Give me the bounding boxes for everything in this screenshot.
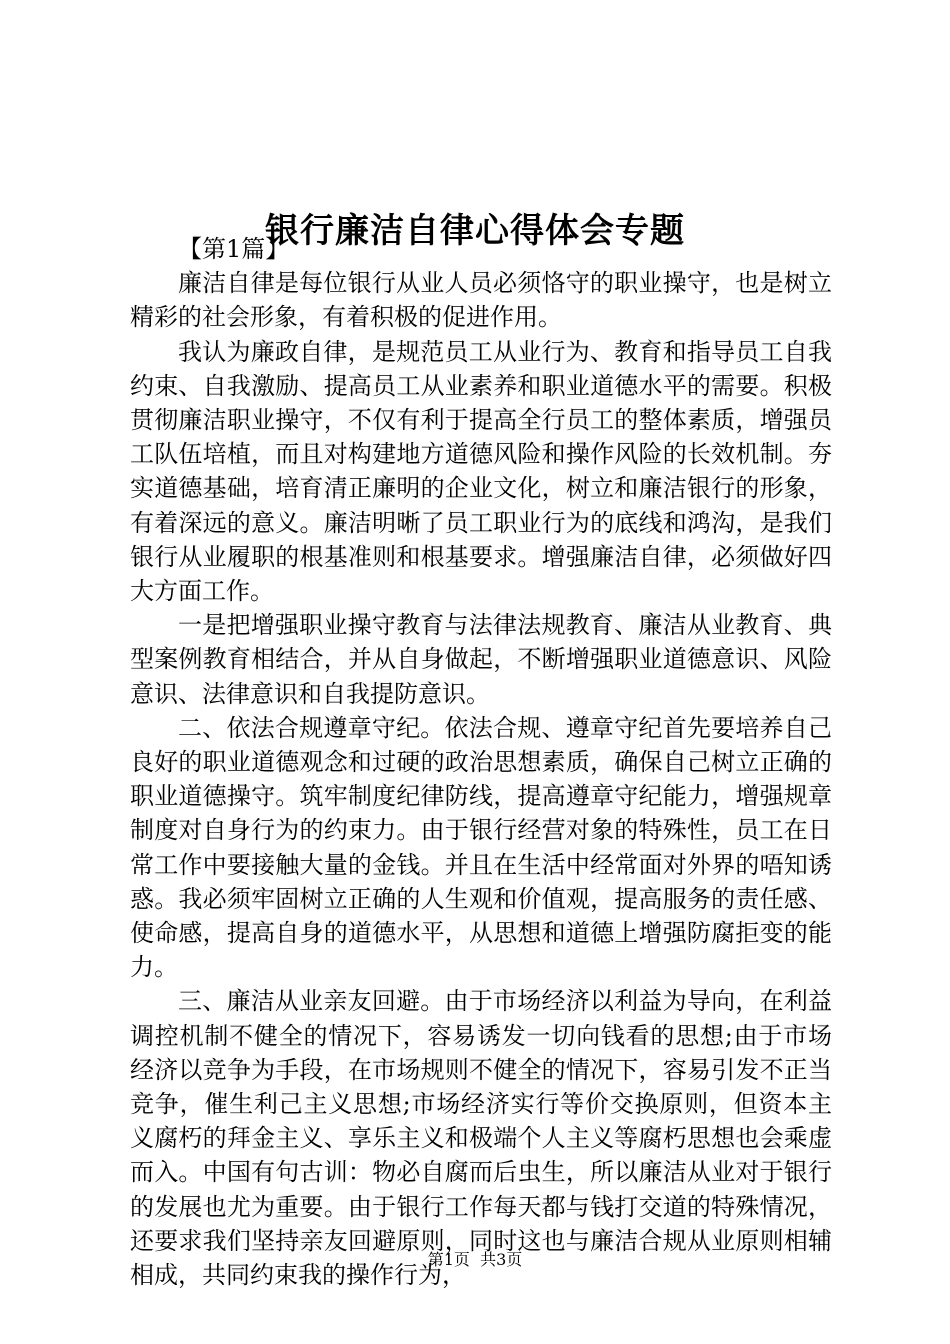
paragraph-5: 三、廉洁从业亲友回避。由于市场经济以利益为导向，在利益调控机制不健全的情况下，容易诱发一切向钱看的思想;由于市场经济以竞争为手段，在市场规则不健全的情况下，容易引发不正当竞争，催生利己主义思想;市场经济实行等价交换原则，但资本主义腐朽的拜金主义、享乐主义和极端个人主义等腐朽思想也会乘虚而入。中国有句古训：物必自腐而后虫生，所以廉洁从业对于银行的发展也尤为重要。由于银行工作每天都与钱打交道的特殊情况，还要求我们坚持亲友回避原则，同时这也与廉洁合规从业原则相辅相成，共同约束我的操作行为， — [130, 987, 832, 1290]
page-footer: 第1页 共3页 — [427, 1250, 523, 1269]
paragraph-2: 我认为廉政自律，是规范员工从业行为、教育和指导员工自我约束、自我激励、提高员工从业素养和职业道德水平的需要。积极贯彻廉洁职业操守，不仅有利于提高全行员工的整体素质，增强员工队伍培植，而且对构建地方道德风险和操作风险的长效机制。夯实道德基础，培育清正廉明的企业文化，树立和廉洁银行的形象，有着深远的意义。廉洁明晰了员工职业行为的底线和鸿沟，是我们银行从业履职的根基准则和根基要求。增强廉洁自律，必须做好四大方面工作。 — [130, 337, 832, 606]
paragraph-1: 廉洁自律是每位银行从业人员必须恪守的职业操守，也是树立精彩的社会形象，有着积极的促进作用。 — [130, 269, 832, 332]
document-title: 银行廉洁自律心得体会专题 — [265, 210, 685, 251]
paragraph-4: 二、依法合规遵章守纪。依法合规、遵章守纪首先要培养自己良好的职业道德观念和过硬的政治思想素质，确保自己树立正确的职业道德操守。筑牢制度纪律防线，提高遵章守纪能力，增强规章制度对自身行为的约束力。由于银行经营对象的特殊性，员工在日常工作中要接触大量的金钱。并且在生活中经常面对外界的唔知诱惑。我必须牢固树立正确的人生观和价值观，提高服务的责任感、使命感，提高自身的道德水平，从思想和道德上增强防腐拒变的能力。 — [130, 713, 832, 982]
document-body — [130, 232, 832, 1292]
paragraph-3: 一是把增强职业操守教育与法律法规教育、廉洁从业教育、典型案例教育相结合，并从自身做起，不断增强职业道德意识、风险意识、法律意识和自我提防意识。 — [130, 611, 832, 708]
section-label: 【第1篇】 — [178, 235, 290, 263]
